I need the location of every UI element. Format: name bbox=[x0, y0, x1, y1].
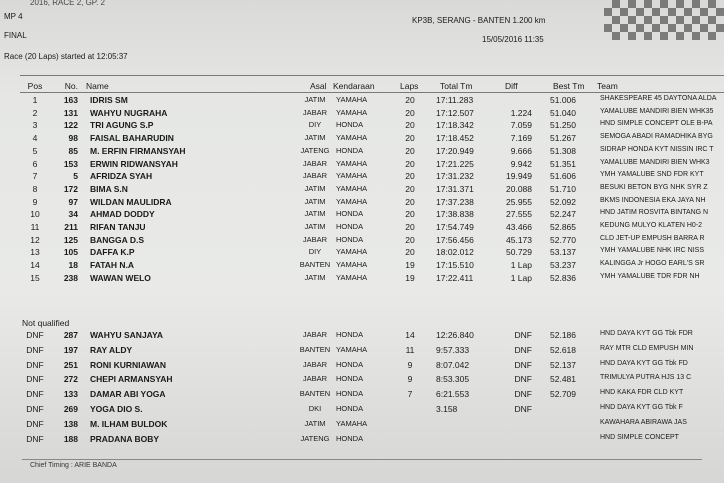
cell-laps: 20 bbox=[405, 107, 415, 118]
cell-no: 105 bbox=[63, 247, 78, 258]
cell-total: 9:57.333 bbox=[436, 344, 470, 355]
cell-pos: DNF bbox=[26, 330, 44, 340]
cell-diff: 19.949 bbox=[506, 171, 532, 182]
cell-diff: 7.059 bbox=[510, 120, 532, 131]
cell-name: M. ERFIN FIRMANSYAH bbox=[90, 145, 186, 156]
cell-name: AHMAD DODDY bbox=[90, 209, 155, 220]
cell-laps: 20 bbox=[405, 145, 415, 156]
cell-team: SHAKESPEARE 45 DAYTONA ALDA bbox=[600, 95, 717, 102]
cell-total: 17:38.838 bbox=[436, 209, 474, 220]
cell-kend: HONDA bbox=[336, 359, 364, 369]
cell-no: 5 bbox=[73, 171, 78, 182]
cell-name: WAWAN WELO bbox=[90, 272, 151, 283]
table-row bbox=[0, 345, 724, 360]
cell-no: 125 bbox=[63, 234, 78, 245]
cell-pos: 5 bbox=[32, 145, 38, 156]
cell-asal: JABAR bbox=[302, 359, 328, 369]
cell-total: 6:21.553 bbox=[436, 389, 470, 400]
cell-diff: 7.169 bbox=[510, 133, 532, 144]
cell-asal: JATIM bbox=[304, 183, 326, 193]
cell-diff: 25.955 bbox=[506, 196, 532, 207]
cell-name: DAMAR ABI YOGA bbox=[90, 389, 166, 400]
cell-team: YMH YAMALUBE NHK IRC NISS bbox=[600, 247, 704, 255]
cell-kend: YAMAHA bbox=[336, 107, 368, 117]
cell-pos: DNF bbox=[26, 418, 44, 429]
cell-team: HND SIMPLE CONCEPT bbox=[600, 433, 679, 441]
col-total: Total Tm bbox=[440, 81, 473, 91]
location-label: KP3B, SERANG - BANTEN 1.200 km bbox=[412, 16, 546, 25]
cell-kend: YAMAHA bbox=[336, 418, 368, 428]
cell-laps: 20 bbox=[405, 222, 415, 232]
cell-pos: 13 bbox=[30, 247, 40, 258]
cell-kend: YAMAHA bbox=[336, 95, 368, 104]
cell-best: 52.618 bbox=[550, 344, 576, 355]
cell-name: PRADANA BOBY bbox=[90, 433, 160, 444]
cell-team: KAWAHARA ABIRAWA JAS bbox=[600, 418, 687, 426]
cell-team: HND DAYA KYT GG Tbk F bbox=[600, 404, 683, 411]
cell-total: 17:11.283 bbox=[436, 95, 474, 105]
cell-best: 52.770 bbox=[550, 234, 576, 245]
cell-pos: 1 bbox=[32, 95, 38, 105]
cell-pos: DNF bbox=[26, 374, 44, 385]
cell-asal: JABAR bbox=[302, 107, 328, 117]
cell-pos: 8 bbox=[32, 183, 38, 194]
cell-no: 153 bbox=[63, 158, 78, 169]
cell-name: AFRIDZA SYAH bbox=[90, 171, 153, 182]
cell-pos: DNF bbox=[26, 404, 44, 414]
cell-kend: YAMAHA bbox=[336, 344, 368, 354]
cell-kend: HONDA bbox=[336, 374, 364, 384]
cell-no: 172 bbox=[63, 183, 78, 194]
header-top-cut: 2016, RACE 2, GP. 2 bbox=[30, 0, 106, 7]
cell-name: FATAH N.A bbox=[90, 260, 135, 271]
cell-asal: JABAR bbox=[302, 234, 328, 244]
cell-total: 12:26.840 bbox=[436, 330, 474, 340]
cell-best: 52.137 bbox=[550, 359, 576, 370]
cell-name: RONI KURNIAWAN bbox=[90, 359, 167, 370]
table-row bbox=[0, 389, 724, 404]
cell-pos: 4 bbox=[32, 133, 38, 144]
cell-name: DAFFA K.P bbox=[90, 247, 135, 258]
col-pos: Pos bbox=[27, 81, 43, 91]
cell-pos: 2 bbox=[32, 107, 38, 118]
cell-laps: 20 bbox=[405, 171, 415, 182]
cell-diff: 20.088 bbox=[506, 183, 532, 194]
cell-total: 17:54.749 bbox=[436, 222, 474, 232]
cell-no: 133 bbox=[63, 389, 78, 400]
cell-kend: YAMAHA bbox=[336, 247, 368, 257]
col-best: Best Tm bbox=[553, 81, 585, 91]
cell-no: 188 bbox=[63, 433, 78, 444]
cell-total: 17:31.371 bbox=[436, 183, 474, 194]
cell-total: 8:53.305 bbox=[436, 374, 470, 385]
cell-kend: HONDA bbox=[336, 120, 364, 130]
table-row bbox=[0, 404, 724, 419]
cell-no: 272 bbox=[63, 374, 78, 385]
cell-team: YMH YAMALUBE SND FDR KYT bbox=[600, 171, 704, 179]
cell-name: IDRIS SM bbox=[90, 95, 128, 105]
cell-total: 17:18.342 bbox=[436, 120, 474, 131]
cell-total: 17:56.456 bbox=[436, 234, 474, 245]
cell-pos: 9 bbox=[32, 196, 38, 207]
cell-asal: JABAR bbox=[302, 374, 328, 384]
cell-no: 97 bbox=[68, 196, 78, 207]
cell-total: 3.158 bbox=[436, 404, 458, 414]
cell-diff: 1 Lap bbox=[510, 260, 532, 271]
cell-asal: JATIM bbox=[304, 196, 326, 206]
cell-laps: 9 bbox=[407, 359, 413, 370]
cell-asal: DIY bbox=[308, 247, 322, 257]
cell-laps: 20 bbox=[405, 247, 415, 258]
cell-pos: 7 bbox=[32, 171, 38, 182]
cell-name: FAISAL BAHARUDIN bbox=[90, 133, 174, 144]
cell-total: 17:21.225 bbox=[436, 158, 474, 169]
cell-team: HND KAKA FDR CLD KYT bbox=[600, 389, 684, 397]
cell-name: WAHYU SANJAYA bbox=[90, 330, 164, 340]
cell-diff: DNF bbox=[514, 359, 532, 370]
cell-team: HND DAYA KYT GG Tbk FDR bbox=[600, 330, 693, 337]
table-row bbox=[0, 434, 724, 449]
cell-best: 51.267 bbox=[550, 133, 576, 144]
cell-total: 17:15.510 bbox=[436, 260, 474, 271]
cell-name: M. ILHAM BULDOK bbox=[90, 418, 168, 429]
cell-no: 238 bbox=[63, 272, 78, 283]
cell-name: RIFAN TANJU bbox=[90, 222, 146, 232]
table-row bbox=[0, 419, 724, 434]
cell-laps: 20 bbox=[405, 95, 415, 105]
cell-pos: 6 bbox=[32, 158, 38, 169]
cell-no: 131 bbox=[63, 107, 78, 118]
cell-asal: JABAR bbox=[302, 330, 328, 339]
cell-no: 122 bbox=[63, 120, 78, 131]
cell-kend: HONDA bbox=[336, 222, 364, 231]
cell-best: 51.710 bbox=[550, 183, 576, 194]
cell-name: RAY ALDY bbox=[90, 344, 133, 355]
cell-diff: 45.173 bbox=[506, 234, 532, 245]
cell-best: 52.186 bbox=[550, 330, 576, 340]
cell-asal: JATENG bbox=[300, 433, 330, 443]
cell-team: CLD JET-UP EMPUSH BARRA R bbox=[600, 234, 705, 242]
class-label: MP 4 bbox=[4, 12, 23, 21]
cell-asal: JATIM bbox=[304, 133, 326, 143]
cell-total: 17:31.232 bbox=[436, 171, 474, 182]
column-headers bbox=[0, 81, 724, 96]
cell-asal: BANTEN bbox=[299, 389, 331, 399]
cell-name: CHEPI ARMANSYAH bbox=[90, 374, 173, 385]
col-team: Team bbox=[597, 81, 618, 91]
cell-no: 197 bbox=[63, 344, 78, 355]
table-row bbox=[0, 330, 724, 345]
cell-name: BIMA S.N bbox=[90, 183, 128, 194]
cell-team: RAY MTR CLD EMPUSH MIN bbox=[600, 344, 694, 352]
cell-pos: 3 bbox=[32, 120, 38, 131]
cell-total: 17:37.238 bbox=[436, 196, 474, 207]
cell-diff: 1.224 bbox=[510, 107, 532, 118]
cell-pos: DNF bbox=[26, 433, 44, 444]
cell-no: 34 bbox=[68, 209, 78, 220]
cell-kend: YAMAHA bbox=[336, 171, 368, 181]
header-rule bbox=[20, 75, 724, 76]
cell-pos: 11 bbox=[30, 222, 40, 232]
cell-team: KEDUNG MULYO KLATEN H0-2 bbox=[600, 222, 703, 229]
cell-pos: 10 bbox=[30, 209, 40, 220]
cell-pos: 15 bbox=[30, 272, 40, 283]
cell-pos: DNF bbox=[26, 389, 44, 400]
checkered-flag-graphic bbox=[604, 0, 724, 40]
cell-asal: DKI bbox=[308, 404, 322, 413]
cell-pos: DNF bbox=[26, 359, 44, 370]
cell-pos: 12 bbox=[30, 234, 40, 245]
cell-kend: HONDA bbox=[336, 433, 364, 443]
cell-kend: YAMAHA bbox=[336, 183, 368, 193]
table-row bbox=[0, 374, 724, 389]
cell-kend: HONDA bbox=[336, 209, 364, 219]
cell-asal: JATIM bbox=[304, 272, 326, 282]
cell-no: 269 bbox=[63, 404, 78, 414]
datetime-label: 15/05/2016 11:35 bbox=[482, 35, 544, 44]
cell-kend: HONDA bbox=[336, 234, 364, 244]
header-rule-bottom bbox=[20, 92, 724, 93]
col-name: Name bbox=[86, 81, 109, 91]
cell-laps: 7 bbox=[407, 389, 413, 400]
cell-kend: HONDA bbox=[336, 404, 364, 413]
cell-asal: JABAR bbox=[302, 171, 328, 181]
cell-no: 163 bbox=[63, 95, 78, 105]
cell-laps: 19 bbox=[405, 260, 415, 271]
cell-asal: JATIM bbox=[304, 209, 326, 219]
cell-total: 17:20.949 bbox=[436, 145, 474, 156]
cell-team: HND JATIM ROSVITA BINTANG N bbox=[600, 209, 709, 217]
cell-asal: BANTEN bbox=[299, 260, 331, 270]
cell-diff: DNF bbox=[514, 330, 532, 340]
cell-name: WILDAN MAULIDRA bbox=[90, 196, 172, 207]
cell-asal: DIY bbox=[308, 120, 322, 130]
table-row bbox=[0, 360, 724, 375]
chief-timing: Chief Timing : ARIE BANDA bbox=[30, 462, 117, 469]
cell-name: WAHYU NUGRAHA bbox=[90, 107, 168, 118]
cell-laps: 20 bbox=[405, 183, 415, 194]
cell-best: 52.865 bbox=[550, 222, 576, 232]
cell-laps: 19 bbox=[405, 272, 415, 283]
cell-team: YAMALUBE MANDIRI BIEN WHK3 bbox=[600, 158, 710, 166]
cell-kend: YAMAHA bbox=[336, 133, 368, 143]
footer-rule bbox=[22, 459, 702, 460]
cell-diff: DNF bbox=[514, 344, 532, 355]
cell-no: 251 bbox=[63, 359, 78, 370]
cell-pos: DNF bbox=[26, 344, 44, 355]
cell-kend: YAMAHA bbox=[336, 158, 368, 168]
cell-laps: 20 bbox=[405, 196, 415, 207]
cell-best: 53.137 bbox=[550, 247, 576, 258]
cell-best: 51.040 bbox=[550, 107, 576, 118]
cell-total: 18:02.012 bbox=[436, 247, 474, 258]
cell-kend: HONDA bbox=[336, 330, 364, 339]
cell-best: 51.308 bbox=[550, 145, 576, 156]
cell-best: 52.092 bbox=[550, 196, 576, 207]
cell-best: 51.606 bbox=[550, 171, 576, 182]
cell-diff: DNF bbox=[514, 374, 532, 385]
cell-team: YAMALUBE MANDIRI BIEN WHK35 bbox=[600, 107, 714, 115]
session-label: FINAL bbox=[4, 31, 27, 40]
cell-laps: 9 bbox=[407, 374, 413, 385]
col-no: No. bbox=[64, 81, 78, 91]
cell-laps: 20 bbox=[405, 133, 415, 144]
cell-total: 17:22.411 bbox=[436, 272, 474, 283]
cell-kend: HONDA bbox=[336, 145, 364, 155]
not-qualified-label: Not qualified bbox=[22, 318, 70, 328]
cell-pos: 14 bbox=[30, 260, 40, 271]
cell-best: 52.481 bbox=[550, 374, 576, 385]
cell-asal: JATIM bbox=[304, 95, 326, 104]
cell-diff: 9.666 bbox=[510, 145, 532, 156]
cell-best: 52.247 bbox=[550, 209, 576, 220]
cell-no: 138 bbox=[63, 418, 78, 429]
cell-diff: DNF bbox=[514, 389, 532, 400]
cell-no: 211 bbox=[64, 222, 78, 232]
cell-best: 52.709 bbox=[550, 389, 576, 400]
cell-team: YMH YAMALUBE TDR FDR NH bbox=[600, 272, 700, 280]
cell-asal: JATENG bbox=[300, 145, 330, 155]
cell-asal: JABAR bbox=[302, 158, 328, 168]
col-kendaraan: Kendaraan bbox=[333, 81, 375, 91]
cell-name: BANGGA D.S bbox=[90, 234, 144, 245]
cell-team: BESUKI BETON BYG NHK SYR Z bbox=[600, 183, 708, 191]
col-laps: Laps bbox=[400, 81, 419, 91]
col-diff: Diff bbox=[505, 81, 518, 91]
cell-diff: 1 Lap bbox=[510, 272, 532, 283]
cell-laps: 20 bbox=[405, 234, 415, 245]
cell-no: 85 bbox=[68, 145, 78, 156]
cell-kend: YAMAHA bbox=[336, 272, 368, 282]
cell-total: 17:12.507 bbox=[436, 107, 474, 118]
cell-diff: 9.942 bbox=[510, 158, 532, 169]
cell-diff: 27.555 bbox=[506, 209, 532, 220]
cell-laps: 11 bbox=[405, 344, 415, 355]
cell-no: 18 bbox=[68, 260, 78, 271]
cell-laps: 14 bbox=[405, 330, 415, 340]
cell-team: SIDRAP HONDA KYT NISSIN IRC T bbox=[600, 145, 714, 153]
cell-kend: YAMAHA bbox=[336, 196, 368, 206]
cell-name: TRI AGUNG S.P bbox=[90, 120, 154, 131]
cell-laps: 20 bbox=[405, 120, 415, 131]
cell-laps: 20 bbox=[405, 209, 415, 220]
cell-team: HND SIMPLE CONCEPT OLE B-PA bbox=[600, 120, 713, 128]
cell-kend: YAMAHA bbox=[336, 260, 368, 270]
cell-name: YOGA DIO S. bbox=[90, 404, 143, 414]
cell-team: BKMS INDONESIA EKA JAYA NH bbox=[600, 196, 706, 204]
cell-laps: 20 bbox=[405, 158, 415, 169]
cell-asal: JATIM bbox=[304, 222, 326, 231]
cell-best: 51.250 bbox=[550, 120, 576, 131]
race-info: Race (20 Laps) started at 12:05:37 bbox=[4, 52, 128, 61]
cell-diff: DNF bbox=[514, 404, 532, 414]
cell-no: 287 bbox=[63, 330, 78, 340]
cell-total: 17:18.452 bbox=[436, 133, 474, 144]
cell-diff: 43.466 bbox=[506, 222, 532, 232]
cell-total: 8:07.042 bbox=[436, 359, 470, 370]
table-row bbox=[0, 273, 724, 288]
cell-best: 53.237 bbox=[550, 260, 576, 271]
cell-name: ERWIN RIDWANSYAH bbox=[90, 158, 178, 169]
cell-team: SEMOGA ABADI RAMADHIKA BYG bbox=[600, 133, 713, 141]
cell-best: 52.836 bbox=[550, 272, 576, 283]
cell-asal: JATIM bbox=[304, 418, 326, 428]
cell-team: KALINGGA Jr HOGO EARL'S SR bbox=[600, 260, 705, 268]
col-asal: Asal bbox=[310, 81, 327, 91]
cell-no: 98 bbox=[68, 133, 78, 144]
cell-asal: BANTEN bbox=[299, 344, 331, 354]
cell-best: 51.351 bbox=[550, 158, 576, 169]
cell-diff: 50.729 bbox=[506, 247, 532, 258]
cell-team: HND DAYA KYT GG Tbk FD bbox=[600, 359, 688, 367]
cell-kend: HONDA bbox=[336, 389, 364, 399]
cell-best: 51.006 bbox=[550, 95, 576, 105]
cell-team: TRIMULYA PUTRA HJS 13 C bbox=[600, 374, 692, 382]
